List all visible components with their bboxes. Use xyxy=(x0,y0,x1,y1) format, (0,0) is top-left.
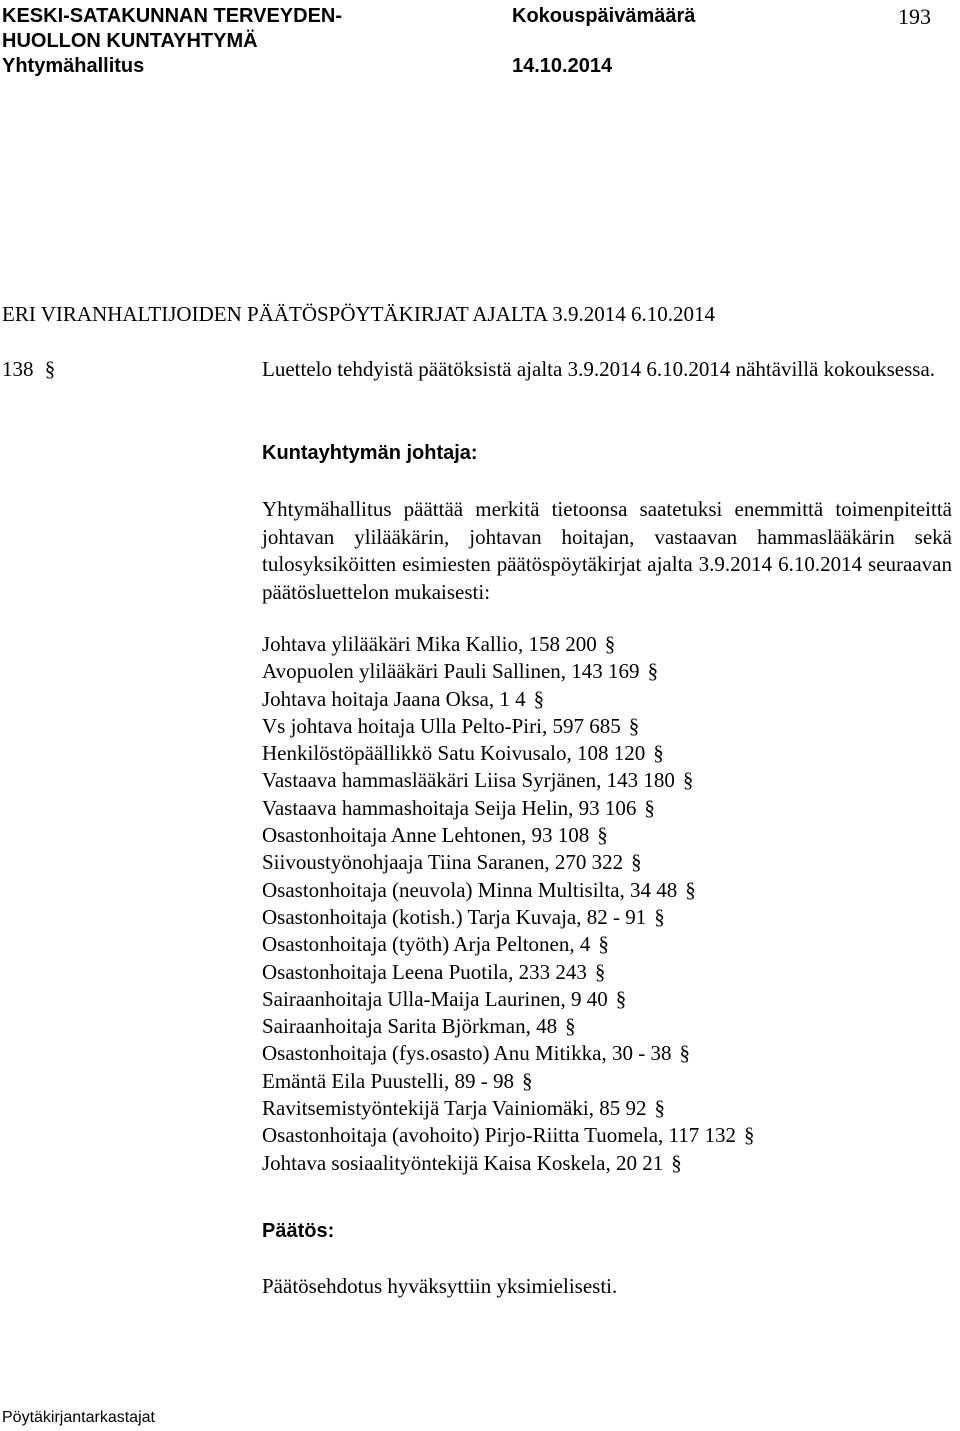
item-number-block xyxy=(2,356,55,383)
decision-list-item xyxy=(262,686,755,713)
section-mark: § xyxy=(682,768,694,793)
page-number: 193 xyxy=(898,4,931,29)
section-mark: § xyxy=(654,1096,665,1121)
decision-list-item xyxy=(262,713,755,740)
decision-list-item xyxy=(262,1150,755,1177)
decision-list-item-text: Johtava hoitaja Jaana Oksa, 1 4 xyxy=(262,686,526,711)
decision-list-item xyxy=(262,904,755,931)
item-number: 138 xyxy=(2,357,34,381)
decision-list-item xyxy=(262,767,755,794)
decision-list-item-text: Osastonhoitaja (avohoito) Pirjo-Riitta Tuomela, 117 132 xyxy=(262,1123,737,1148)
decision-list-item-text: Vastaava hammaslääkäri Liisa Syrjänen, 143 180 xyxy=(262,768,675,793)
decision-text: Päätösehdotus hyväksyttiin yksimielisesti. xyxy=(262,1274,618,1298)
section-mark: § xyxy=(631,850,642,875)
decision-list-item xyxy=(262,849,755,876)
section-mark: § xyxy=(671,1150,682,1175)
section-mark: § xyxy=(597,823,608,848)
decision-list-item xyxy=(262,1095,755,1122)
decision-list-item-text: Siivoustyönohjaaja Tiina Saranen, 270 322 xyxy=(262,850,624,875)
section-mark: § xyxy=(654,904,665,929)
decision-list-item-text: Henkilöstöpäällikkö Satu Koivusalo, 108 120 xyxy=(262,741,646,766)
footer-label: Pöytäkirjantarkastajat xyxy=(2,1409,155,1426)
decision-list-item xyxy=(262,658,755,685)
decision-list-item xyxy=(262,740,755,767)
decision-list-item xyxy=(262,959,755,986)
decision-list-item-text: Avopuolen ylilääkäri Pauli Sallinen, 143 169 xyxy=(262,659,640,684)
decision-list-item-text: Sairaanhoitaja Sarita Björkman, 48 xyxy=(262,1014,558,1039)
decision-list-item-text: Johtava ylilääkäri Mika Kallio, 158 200 xyxy=(262,632,597,656)
section-mark: § xyxy=(598,932,609,957)
decision-list-item-text: Osastonhoitaja (neuvola) Minna Multisilta, 34 48 xyxy=(262,877,678,902)
decision-list-item-text: Osastonhoitaja (kotish.) Tarja Kuvaja, 82 - 91 xyxy=(262,904,647,929)
organization-name-line1: KESKI-SATAKUNNAN TERVEYDEN- xyxy=(2,5,343,27)
document-type: Kokouspäivämäärä xyxy=(512,5,696,27)
decision-list-item-text: Osastonhoitaja (työth) Arja Peltonen, 4 xyxy=(262,932,591,957)
decision-list-item-text: Ravitsemistyöntekijä Tarja Vainiomäki, 85 92 xyxy=(262,1096,647,1121)
decision-list-item xyxy=(262,877,755,904)
decision-list-item-text: Osastonhoitaja Leena Puotila, 233 243 xyxy=(262,959,587,984)
section-mark: § xyxy=(685,877,696,902)
decision-list-item-text: Johtava sosiaalityöntekijä Kaisa Koskela, 20 21 xyxy=(262,1150,664,1175)
proposal-text: Yhtymähallitus päättää merkitä tietoonsa saatetuksi enemmittä toimenpiteittä johtavan ylilääkärin, johtavan hoitajan, vastaavan hammaslääkärin sekä tulosyksiköitten esimiesten päätöspöytäkirjat ajalta 3.9.2014 6.10.2014 seuraavan päätösluettelon mukaisesti: xyxy=(262,497,952,604)
decision-list-item xyxy=(262,1040,755,1067)
decision-list-item-text: Osastonhoitaja Anne Lehtonen, 93 108 xyxy=(262,823,590,848)
decision-list-item xyxy=(262,631,755,658)
meeting-date: 14.10.2014 xyxy=(512,55,613,77)
section-title: ERI VIRANHALTIJOIDEN PÄÄTÖSPÖYTÄKIRJAT AJALTA 3.9.2014 6.10.2014 xyxy=(2,302,715,326)
decision-list xyxy=(262,631,755,1177)
section-mark: § xyxy=(628,713,640,738)
decision-heading: Päätös: xyxy=(262,1220,335,1242)
governing-body: Yhtymähallitus xyxy=(2,55,145,77)
decision-list-item xyxy=(262,931,755,958)
decision-list-item-text: Sairaanhoitaja Ulla-Maija Laurinen, 9 40 xyxy=(262,986,608,1011)
decision-list-item xyxy=(262,1068,755,1095)
section-mark: § xyxy=(644,795,655,820)
section-mark: § xyxy=(594,959,606,984)
section-mark: § xyxy=(533,686,545,711)
decision-list-item-text: Vastaava hammashoitaja Seija Helin, 93 106 xyxy=(262,795,637,820)
section-mark: § xyxy=(647,659,659,684)
decision-list-item-text: Emäntä Eila Puustelli, 89 - 98 xyxy=(262,1068,514,1093)
decision-list-item xyxy=(262,986,755,1013)
organization-name-line2: HUOLLON KUNTAYHTYMÄ xyxy=(2,30,258,52)
section-mark: § xyxy=(744,1123,755,1148)
section-mark: § xyxy=(615,986,627,1011)
decision-list-item-text: Vs johtava hoitaja Ulla Pelto-Piri, 597 685 xyxy=(262,713,621,738)
item-title: Luettelo tehdyistä päätöksistä ajalta 3.9.2014 6.10.2014 nähtävillä kokouksessa. xyxy=(262,357,936,381)
section-mark: § xyxy=(521,1068,533,1093)
section-mark: § xyxy=(44,357,56,381)
section-mark: § xyxy=(653,741,664,766)
section-mark: § xyxy=(679,1041,690,1066)
decision-list-item xyxy=(262,822,755,849)
decision-list-item xyxy=(262,1013,755,1040)
section-mark: § xyxy=(565,1014,576,1039)
decision-list-item xyxy=(262,1122,755,1149)
decision-list-item xyxy=(262,795,755,822)
section-mark: § xyxy=(604,632,616,656)
proposal-heading: Kuntayhtymän johtaja: xyxy=(262,442,478,464)
decision-list-item-text: Osastonhoitaja (fys.osasto) Anu Mitikka, 30 - 38 xyxy=(262,1041,672,1066)
